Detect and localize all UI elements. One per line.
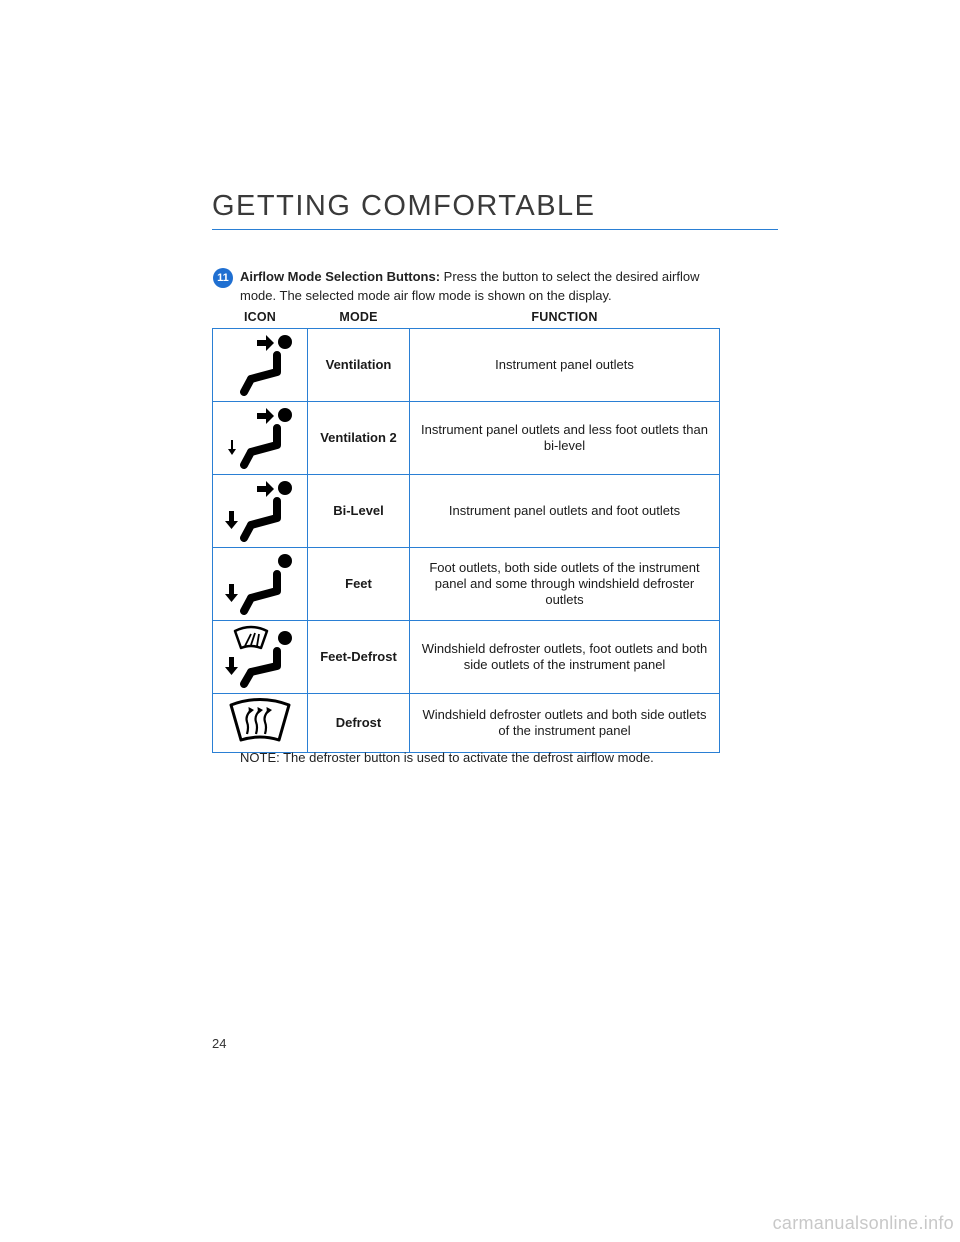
watermark: carmanualsonline.info bbox=[772, 1213, 954, 1233]
feet-icon bbox=[213, 548, 307, 616]
function-text: Windshield defroster outlets, foot outlets and both side outlets of the instrument panel bbox=[410, 621, 720, 694]
function-text: Instrument panel outlets and foot outlets bbox=[410, 475, 720, 548]
table-header-row bbox=[213, 305, 720, 329]
table-row bbox=[213, 548, 720, 621]
header-function: FUNCTION bbox=[410, 305, 720, 329]
bi-level-icon bbox=[213, 475, 307, 543]
mode-label: Defrost bbox=[308, 694, 410, 753]
function-text: Windshield defroster outlets and both side outlets of the instrument panel bbox=[410, 694, 720, 753]
mode-label: Feet-Defrost bbox=[308, 621, 410, 694]
item-number-badge: 11 bbox=[213, 268, 233, 288]
mode-label: Ventilation bbox=[308, 329, 410, 402]
note-text: NOTE: The defroster button is used to activate the defrost airflow mode. bbox=[240, 750, 654, 765]
table-row bbox=[213, 621, 720, 694]
header-mode: MODE bbox=[308, 305, 410, 329]
table-row bbox=[213, 694, 720, 753]
defrost-icon bbox=[213, 694, 307, 748]
item-body: Press the button to select the desired airflow mode. The selected mode air flow mode is shown on the display. bbox=[240, 269, 700, 303]
item-heading: Airflow Mode Selection Buttons: bbox=[240, 269, 441, 284]
mode-label: Ventilation 2 bbox=[308, 402, 410, 475]
feet-defrost-icon bbox=[213, 621, 307, 689]
item-description bbox=[240, 267, 720, 305]
table-row bbox=[213, 402, 720, 475]
ventilation-icon bbox=[213, 329, 307, 397]
function-text: Instrument panel outlets bbox=[410, 329, 720, 402]
mode-label: Bi-Level bbox=[308, 475, 410, 548]
function-text: Foot outlets, both side outlets of the instrument panel and some through windshield defroster outlets bbox=[410, 548, 720, 621]
header-icon: ICON bbox=[213, 305, 308, 329]
page-number: 24 bbox=[212, 1036, 227, 1051]
table-row bbox=[213, 329, 720, 402]
mode-label: Feet bbox=[308, 548, 410, 621]
function-text: Instrument panel outlets and less foot outlets than bi-level bbox=[410, 402, 720, 475]
section-title: GETTING COMFORTABLE bbox=[212, 190, 596, 222]
title-divider bbox=[212, 229, 778, 230]
table-row bbox=[213, 475, 720, 548]
ventilation-2-icon bbox=[213, 402, 307, 470]
airflow-mode-table bbox=[212, 305, 720, 753]
